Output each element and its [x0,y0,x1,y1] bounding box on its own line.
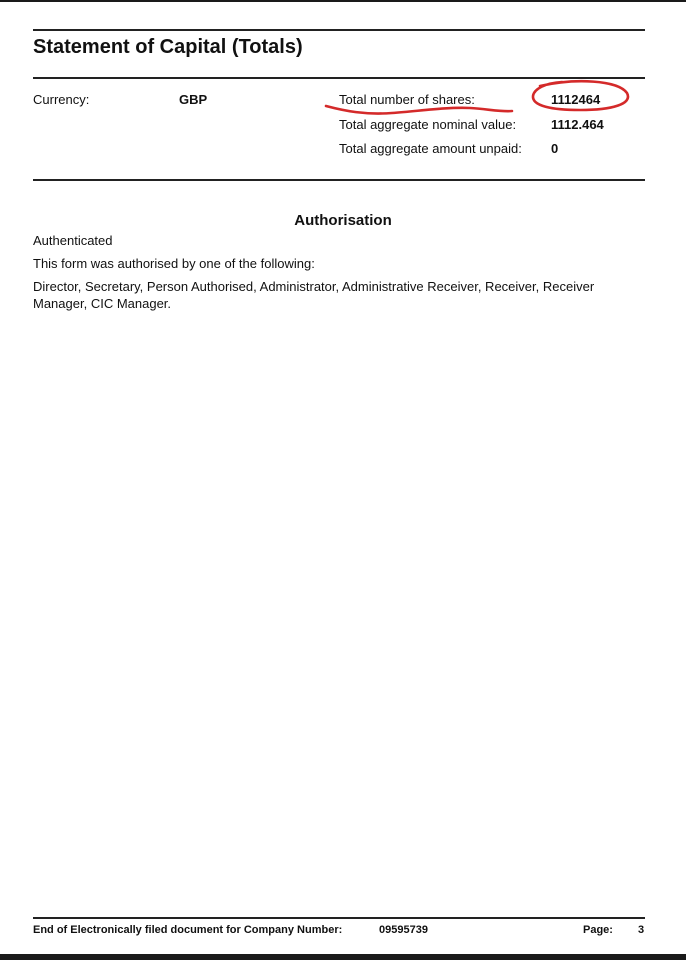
page-top-edge [0,0,686,2]
page-bottom-edge [0,954,686,960]
page-title: Statement of Capital (Totals) [33,36,303,58]
total-shares-value: 1112464 [551,92,601,107]
authorisation-intro: This form was authorised by one of the following: [33,256,315,271]
footer-page-label: Page: [583,924,613,936]
divider-top [33,29,645,31]
authentication-status: Authenticated [33,233,113,248]
footer-company-number: 09595739 [379,924,428,936]
amount-unpaid-label: Total aggregate amount unpaid: [339,141,522,156]
footer-divider [33,917,645,919]
red-underline-mark [326,106,512,114]
footer-end-text: End of Electronically filed document for Company Number: [33,924,343,936]
authorisation-heading: Authorisation [294,212,392,229]
nominal-value: 1112.464 [551,117,604,132]
divider-under-title [33,77,645,79]
total-shares-label: Total number of shares: [339,92,475,107]
authorised-roles: Director, Secretary, Person Authorised, Administrator, Administrative Receiver, Receiver, Receiver Manager, CIC Manager. [33,279,595,311]
divider-under-capital [33,179,645,181]
currency-value: GBP [179,92,208,107]
amount-unpaid-value: 0 [551,141,559,156]
footer-page-number: 3 [638,924,645,936]
nominal-value-label: Total aggregate nominal value: [339,117,517,132]
currency-label: Currency: [33,92,90,107]
